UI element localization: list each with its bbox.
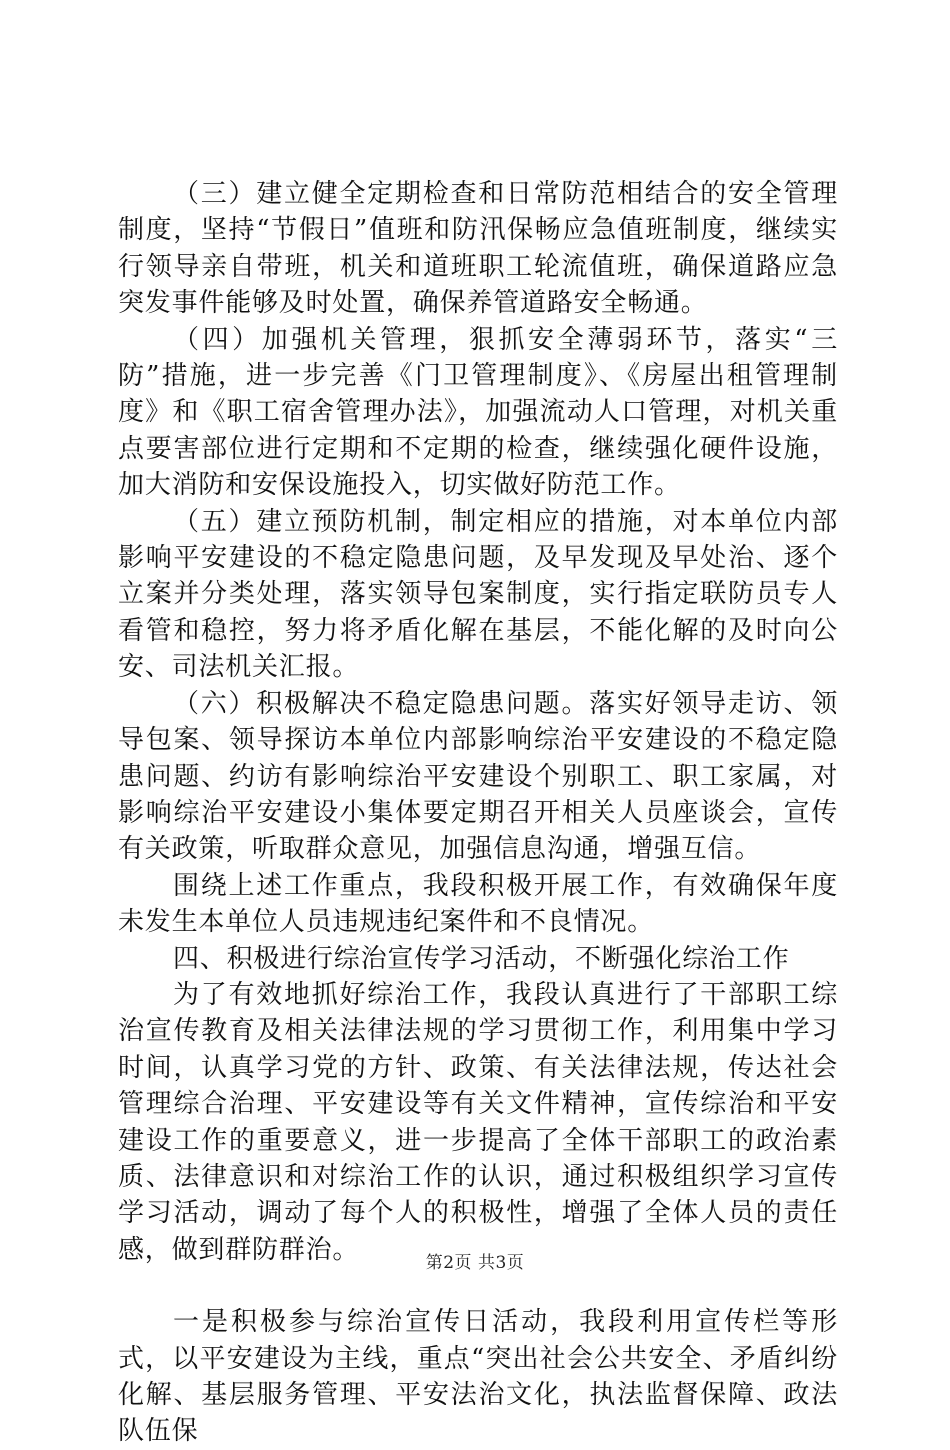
paragraph-section-3: （三）建立健全定期检查和日常防范相结合的安全管理制度，坚持“节假日”值班和防汛保畅应急值班制度，继续实行领导亲自带班，机关和道班职工轮流值班，确保道路应急突发事件能够及时处置，确保养管道路安全畅通。 <box>118 179 838 319</box>
section-heading-4: 四、积极进行综治宣传学习活动，不断强化综治工作 <box>173 943 790 974</box>
paragraph-education: 为了有效地抓好综治工作，我段认真进行了干部职工综治宣传教育及相关法律法规的学习贯彻工作，利用集中学习时间，认真学习党的方针、政策、有关法律法规，传达社会管理综合治理、平安建设等有关文件精神，宣传综治和平安建设工作的重要意义，进一步提高了全体干部职工的政治素质、法律意识和对综治工作的认识，通过积极组织学习宣传学习活动，调动了每个人的积极性，增强了全体人员的责任感，做到群防群治。 <box>118 979 838 1265</box>
paragraph-section-6: （六）积极解决不稳定隐患问题。落实好领导走访、领导包案、领导探访本单位内部影响综治平安建设的不稳定隐患问题、约访有影响综治平安建设个别职工、职工家属，对影响综治平安建设小集体要定期召开相关人员座谈会，宣传有关政策，听取群众意见，加强信息沟通，增强互信。 <box>118 688 838 865</box>
paragraph-publicity-day: 一是积极参与综治宣传日活动，我段利用宣传栏等形式，以平安建设为主线，重点“突出社会公共安全、矛盾纠纷化解、基层服务管理、平安法治文化，执法监督保障、政法队伍保 <box>118 1307 838 1447</box>
paragraph-section-4: （四）加强机关管理，狠抓安全薄弱环节，落实“三防”措施，进一步完善《门卫管理制度》、《房屋出租管理制度》和《职工宿舍管理办法》，加强流动人口管理，对机关重点要害部位进行定期和不定期的检查，继续强化硬件设施，加大消防和安保设施投入，切实做好防范工作。 <box>118 324 838 501</box>
paragraph-section-5: （五）建立预防机制，制定相应的措施，对本单位内部影响平安建设的不稳定隐患问题，及早发现及早处治、逐个立案并分类处理，落实领导包案制度，实行指定联防员专人看管和稳控，努力将矛盾化解在基层，不能化解的及时向公安、司法机关汇报。 <box>118 506 838 683</box>
paragraph-summary: 围绕上述工作重点，我段积极开展工作，有效确保年度未发生本单位人员违规违纪案件和不良情况。 <box>118 870 838 938</box>
page-number-footer: 第2页 共3页 <box>425 1253 525 1273</box>
